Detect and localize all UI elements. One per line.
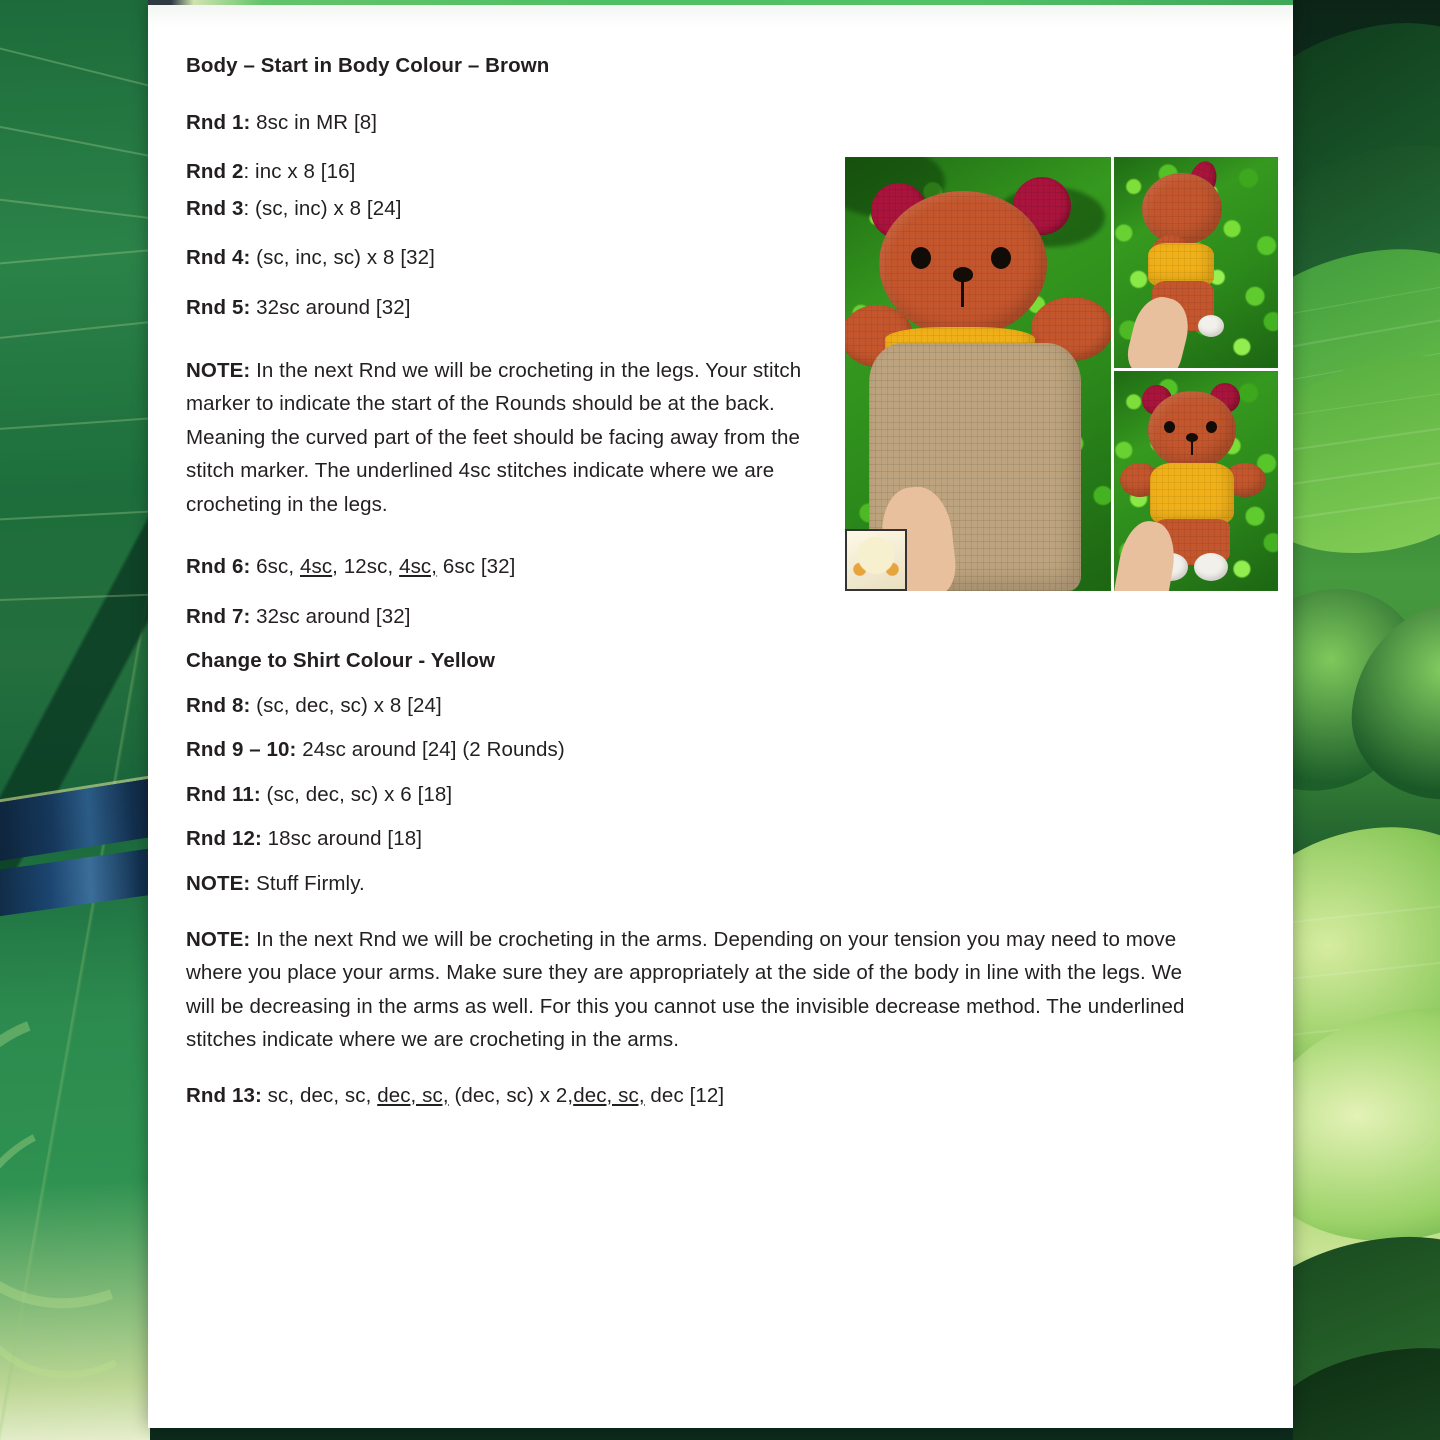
pattern-text	[186, 56, 1216, 1106]
round-9-10-label: Rnd 9 – 10:	[186, 738, 297, 762]
round-5-text: 32sc around [32]	[250, 295, 411, 319]
round-12	[186, 829, 1216, 850]
round-4-label: Rnd 4:	[186, 246, 251, 269]
section-heading-body: Body – Start in Body Colour – Brown	[186, 54, 550, 77]
round-12-text: 18sc around [18]	[261, 827, 422, 851]
round-4-text: (sc, inc, sc) x 8 [32]	[250, 246, 435, 269]
round-3-text: : (sc, inc) x 8 [24]	[243, 196, 402, 220]
round-5-label: Rnd 5:	[186, 295, 251, 319]
round-11	[186, 782, 1216, 806]
round-9-10-text: 24sc around [24] (2 Rounds)	[296, 738, 565, 762]
round-4	[186, 248, 1216, 269]
round-8	[186, 693, 1216, 717]
document-page	[148, 0, 1293, 1428]
round-13	[186, 1083, 1216, 1107]
note-stuff-firmly	[186, 871, 1216, 895]
round-6-label: Rnd 6:	[186, 555, 251, 579]
round-2-text: : inc x 8 [16]	[243, 160, 356, 183]
round-1	[186, 110, 1216, 134]
round-5	[186, 295, 1216, 319]
round-8-text: (sc, dec, sc) x 8 [24]	[250, 693, 442, 717]
note-stuff-firmly-text: Stuff Firmly.	[250, 871, 365, 895]
round-8-label: Rnd 8:	[186, 693, 251, 717]
round-1-label: Rnd 1:	[186, 110, 251, 134]
note-legs-text: In the next Rnd we will be crocheting in the legs. Your stitch marker to indicate the start of the Rounds should be at the back. Meaning the curved part of the feet should be facing away from the stitch marker. The underlined 4sc stitches indicate where we are crocheting in the legs.	[186, 359, 802, 516]
section-heading-shirt: Change to Shirt Colour - Yellow	[186, 649, 496, 673]
background-left-leaves	[0, 0, 150, 1440]
note-arms	[186, 923, 1196, 1057]
round-13-part-2: (dec, sc) x 2,	[448, 1083, 574, 1107]
round-6-part-3: 4sc,	[399, 555, 438, 579]
note-arms-text: In the next Rnd we will be crocheting in the arms. Depending on your tension you may need to move where you place your arms. Make sure they are appropriately at the side of the body in line with the legs. We will be decreasing in the arms as well. For this you cannot use the invisible decrease method. The underlined stitches indicate where we are crocheting in the arms.	[186, 928, 1185, 1052]
round-12-label: Rnd 12:	[186, 827, 262, 851]
note-stuff-firmly-label: NOTE:	[186, 871, 251, 895]
note-legs	[186, 354, 816, 521]
round-6-part-1: 4sc	[299, 555, 333, 579]
round-11-text: (sc, dec, sc) x 6 [18]	[260, 782, 453, 806]
round-11-label: Rnd 11:	[186, 782, 261, 806]
note-arms-label: NOTE:	[186, 928, 251, 952]
note-legs-label: NOTE:	[186, 359, 251, 382]
round-3	[186, 196, 1216, 220]
round-6-part-2: , 12sc,	[332, 555, 400, 579]
round-6	[186, 557, 1216, 578]
round-2-label: Rnd 2	[186, 160, 244, 183]
round-13-label: Rnd 13:	[186, 1083, 262, 1107]
background-right-leaves	[1293, 0, 1440, 1440]
round-3-label: Rnd 3	[186, 196, 244, 220]
round-1-text: 8sc in MR [8]	[250, 110, 378, 134]
round-6-part-4: 6sc [32]	[437, 555, 516, 579]
round-9-10	[186, 740, 1216, 761]
round-7-label: Rnd 7:	[186, 604, 251, 628]
round-13-part-0: sc, dec, sc,	[261, 1083, 378, 1107]
round-2	[186, 162, 1216, 183]
round-13-part-1: dec, sc,	[377, 1083, 449, 1107]
round-7	[186, 604, 1216, 628]
page-top-fade	[148, 5, 1293, 27]
round-7-text: 32sc around [32]	[250, 604, 411, 628]
round-13-part-3: dec, sc,	[573, 1083, 645, 1107]
round-6-part-0: 6sc,	[250, 555, 300, 579]
round-13-part-4: dec [12]	[644, 1083, 725, 1107]
